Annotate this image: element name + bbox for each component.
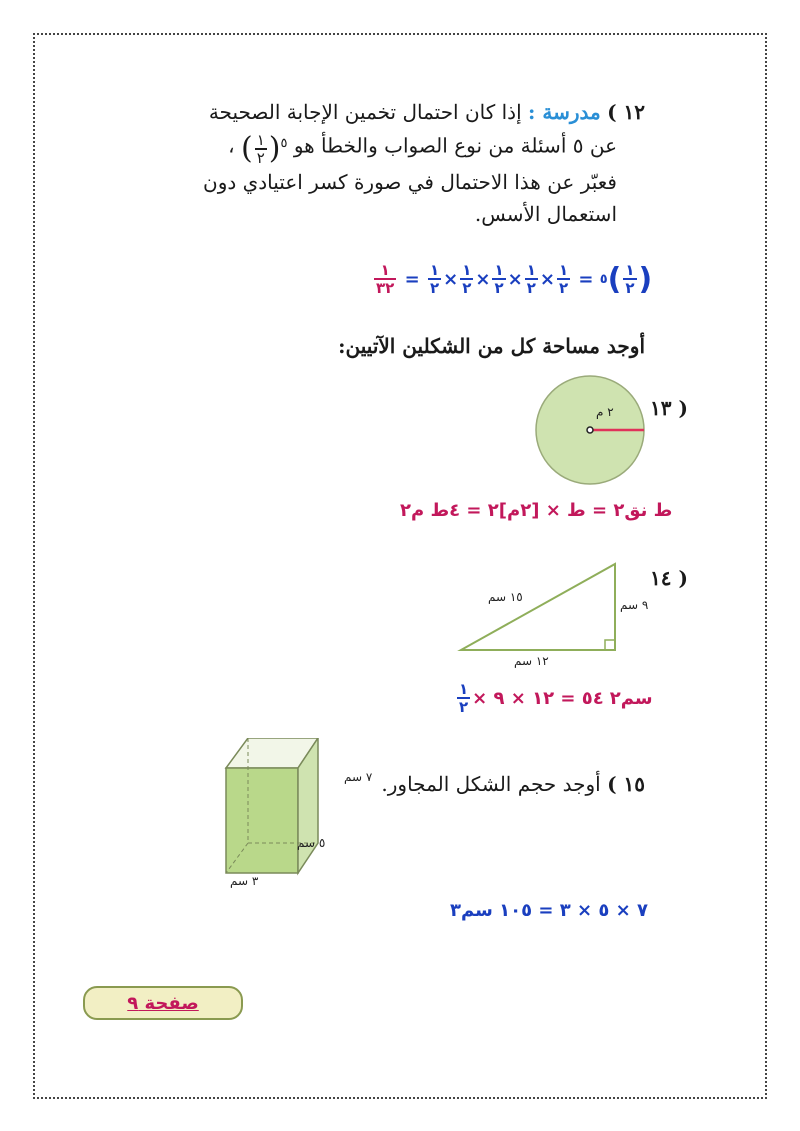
q12-text-4: استعمال الأسس. xyxy=(474,201,617,226)
q12-text-3: فعبّر عن هذا الاحتمال في صورة كسر اعتيادي دون xyxy=(203,169,617,194)
q14-triangle-figure xyxy=(455,560,625,655)
q15-number: ١٥ ) xyxy=(607,772,645,796)
q12-line-3 xyxy=(85,166,645,198)
q12-fraction-power: ( $\frac{١}{٢}$ )$^٥$ xyxy=(240,130,288,167)
q15-depth-label: ٥ سم xyxy=(297,836,326,850)
q12-line-1 xyxy=(85,96,645,128)
q12-exponent: ٥ xyxy=(280,136,288,151)
q12-frac-num: ١ xyxy=(256,130,265,149)
q14-hyp-label: ١٥ سم xyxy=(488,590,523,604)
q12-frac-den: ٢ xyxy=(256,148,265,167)
q12-text-1: إذا كان احتمال تخمين الإجابة الصحيحة xyxy=(208,100,522,124)
q12-line-4 xyxy=(85,198,645,230)
q14-triangle xyxy=(461,564,615,650)
q13-answer: ط نق٢ = ط × [٢م]٢ = ٤ط م٢ xyxy=(400,500,673,521)
q12-text-2: عن ٥ أسئلة من نوع الصواب والخطأ هو xyxy=(293,133,617,158)
q14-base-label: ١٢ سم xyxy=(514,654,549,668)
q12-topic: مدرسة : xyxy=(528,100,601,124)
q13-circle-figure xyxy=(530,370,650,490)
question-12 xyxy=(85,96,645,230)
section-heading: أوجد مساحة كل من الشكلين الآتيين: xyxy=(338,334,645,358)
page-number-badge xyxy=(83,986,243,1020)
q15-text-row xyxy=(345,768,645,800)
q15-width-label: ٣ سم xyxy=(230,874,259,888)
q13-radius-label: ٢ م xyxy=(596,405,614,419)
q15-text: أوجد حجم الشكل المجاور. xyxy=(381,772,601,796)
q15-height-label: ٧ سم xyxy=(344,770,373,784)
q12-number: ١٢ ) xyxy=(607,100,645,124)
q15-prism-figure xyxy=(218,738,338,878)
q12-comma: ، xyxy=(228,133,235,158)
q12-answer: $\frac{١}{٣٢}$ = $\frac{١}{٢}$ × $\frac{١}{٢}$ × $\frac{١}{٢}$ × $\frac{١}{٢}$ × $\frac{١}{٢}$ = ٥ ( $\frac{١}{٢}$ ) xyxy=(376,260,653,297)
q14-side-label: ٩ سم xyxy=(620,598,649,612)
q12-line-2 xyxy=(85,128,645,166)
q14-number: ( ١٤ xyxy=(650,566,688,590)
q13-center-dot xyxy=(587,427,593,433)
q14-answer: $\frac{١}{٢}$ ٥٤ = ١٢ × ٩ × سم٢ xyxy=(459,679,653,716)
q15-front-face xyxy=(226,768,298,873)
q15-answer: ٧ × ٥ × ٣ = ١٠٥ سم٣ xyxy=(450,900,648,921)
q13-number: ( ١٣ xyxy=(650,396,688,420)
page-number-label: صفحة ٩ xyxy=(127,992,199,1014)
